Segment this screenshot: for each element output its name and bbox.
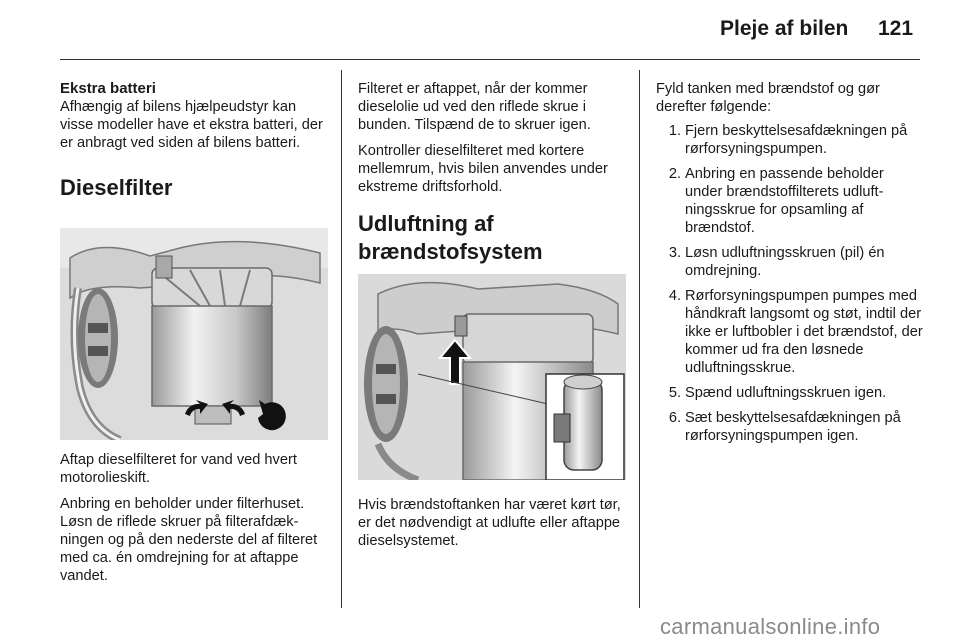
paragraph-filteret: Filteret er aftappet, når der kommer dieselolie ud ved den riflede skrue i bunden. Tilspænd de to skruer igen. (358, 81, 591, 133)
dieselfilter-figure (60, 228, 328, 440)
heading-udluftning-line2: brændstofsystem (358, 239, 543, 264)
header-rule (60, 59, 920, 60)
udluftning-illustration (358, 274, 626, 480)
page-number: 121 (878, 17, 914, 40)
step-item (656, 287, 924, 377)
heading-udluftning (358, 210, 626, 266)
column-3 (656, 80, 924, 452)
paragraph-ekstra-batteri: Afhængig af bilens hjælpeudstyr kan visse modeller have et ekstra batteri, der er anbragt ved siden af bilens batteri. (60, 99, 323, 151)
step-item (656, 165, 924, 237)
column-divider-1 (341, 70, 342, 608)
udluftning-figure (358, 274, 626, 480)
step-item (656, 244, 924, 280)
step-text: Fjern beskyttelsesafdækningen på rørforsyningspumpen. (685, 123, 908, 157)
paragraph-kontroller: Kontroller dieselfilteret med kortere mellemrum, hvis bilen anvendes under ekstreme driftsforhold. (358, 143, 608, 195)
step-item (656, 409, 924, 445)
heading-dieselfilter: Dieselfilter (60, 175, 173, 200)
watermark: carmanualsonline.info (660, 614, 881, 639)
column-2 (358, 80, 626, 266)
paragraph-fyld: Fyld tanken med brændstof og gør derefter følgende: (656, 81, 880, 115)
step-number: 6. (668, 410, 681, 426)
step-number: 1. (668, 123, 681, 139)
step-text: Anbring en passende beholder under brændstoffilterets udluftningsskrue for opsamling af brændstof. (685, 166, 884, 236)
heading-ekstra-batteri: Ekstra batteri (60, 80, 156, 97)
column-1-lower (60, 451, 328, 593)
step-text: Sæt beskyttelsesafdækningen på rørforsyningspumpen igen. (685, 410, 901, 444)
column-1 (60, 80, 328, 202)
step-text: Løsn udluftningsskruen (pil) én omdrejning. (685, 245, 885, 279)
page-header-title: Pleje af bilen (720, 17, 849, 40)
column-2-lower (358, 496, 626, 558)
paragraph-hvis: Hvis brændstoftanken har været kørt tør, er det nødvendigt at udlufte eller aftappe dieselsystemet. (358, 497, 621, 549)
step-number: 5. (668, 385, 681, 401)
heading-udluftning-line1: Udluftning af (358, 211, 494, 236)
paragraph-aftap: Aftap dieselfilteret for vand ved hvert motorolieskift. (60, 452, 297, 486)
step-number: 3. (668, 245, 681, 261)
column-divider-2 (639, 70, 640, 608)
paragraph-anbring: Anbring en beholder under filterhuset. Løsn de riflede skruer på filterafdækningen og på den nederste del af filteret med ca. én omdrejning for at aftappe vandet. (60, 496, 318, 584)
step-text: Rørforsyningspumpen pumpes med håndkraft langsomt og støt, indtil der ikke er luftbobler i det brændstof, der kommer ud fra den løsnede udluftningsskrue. (685, 288, 923, 376)
step-number: 4. (668, 288, 681, 304)
step-text: Spænd udluftningsskruen igen. (685, 385, 887, 401)
dieselfilter-illustration (60, 228, 328, 440)
steps-list (656, 122, 924, 445)
step-number: 2. (668, 166, 681, 182)
step-item (656, 122, 924, 158)
step-item (656, 384, 924, 402)
